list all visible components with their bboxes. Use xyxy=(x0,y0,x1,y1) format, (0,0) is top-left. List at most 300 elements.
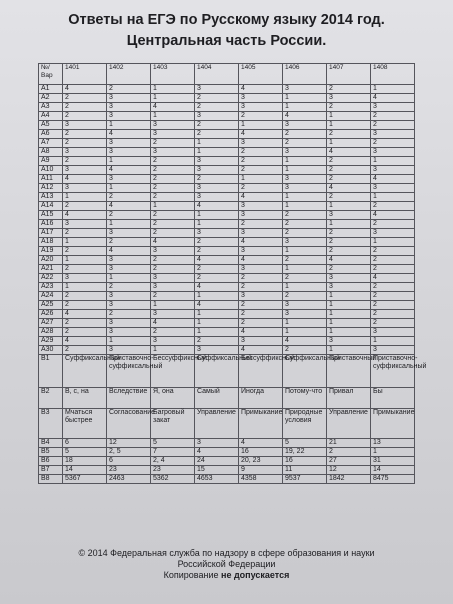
table-cell: 2 xyxy=(327,265,371,274)
table-cell: 3 xyxy=(107,103,151,112)
table-cell: 2 xyxy=(63,292,107,301)
table-cell: 5 xyxy=(283,439,327,448)
footer-copy-prefix: Копирование xyxy=(163,570,219,580)
table-cell: 2 xyxy=(151,328,195,337)
table-cell: Потому-что xyxy=(283,388,327,409)
table-cell: 3 xyxy=(283,184,327,193)
table-cell: 3 xyxy=(239,202,283,211)
table-row xyxy=(39,229,415,238)
table-cell: 2 xyxy=(151,193,195,202)
table-cell: 2 xyxy=(195,337,239,346)
table-cell: 2, 4 xyxy=(151,457,195,466)
table-cell: 2 xyxy=(195,121,239,130)
table-cell: 2 xyxy=(327,166,371,175)
row-label: A16 xyxy=(39,220,63,229)
table-cell: 12 xyxy=(327,466,371,475)
row-label: A27 xyxy=(39,319,63,328)
table-cell: 3 xyxy=(239,139,283,148)
table-cell: 4 xyxy=(151,103,195,112)
table-cell: 2 xyxy=(371,319,415,328)
table-cell: 2 xyxy=(239,301,283,310)
table-cell: 3 xyxy=(327,211,371,220)
table-cell: 2463 xyxy=(107,475,151,484)
table-cell: 3 xyxy=(63,148,107,157)
table-cell: 3 xyxy=(195,166,239,175)
table-cell: 3 xyxy=(151,121,195,130)
row-label: A26 xyxy=(39,310,63,319)
table-cell: 3 xyxy=(327,94,371,103)
table-row xyxy=(39,466,415,475)
table-cell: Приставочный xyxy=(327,355,371,388)
table-row xyxy=(39,211,415,220)
table-cell: 16 xyxy=(283,457,327,466)
table-cell: Согласование xyxy=(107,409,151,439)
table-cell: 2 xyxy=(151,139,195,148)
table-cell: 3 xyxy=(283,175,327,184)
table-cell: 3 xyxy=(107,139,151,148)
table-cell: 3 xyxy=(63,121,107,130)
table-cell: 2 xyxy=(371,283,415,292)
table-cell: 2 xyxy=(239,148,283,157)
footer-line-2: Российской Федерации xyxy=(177,559,276,569)
table-cell: 2 xyxy=(63,112,107,121)
table-cell: Природные условия xyxy=(283,409,327,439)
table-cell: Примыкание xyxy=(239,409,283,439)
table-cell: 2 xyxy=(283,211,327,220)
row-label: B6 xyxy=(39,457,63,466)
table-cell: 12 xyxy=(107,439,151,448)
table-cell: 2 xyxy=(239,220,283,229)
table-cell: 1 xyxy=(371,337,415,346)
row-label: B2 xyxy=(39,388,63,409)
row-label: A23 xyxy=(39,283,63,292)
table-cell: 2 xyxy=(327,238,371,247)
copyright-footer xyxy=(0,548,453,581)
table-cell: 1 xyxy=(195,211,239,220)
table-cell: 23 xyxy=(151,466,195,475)
table-cell: 3 xyxy=(195,112,239,121)
table-cell: 2 xyxy=(283,274,327,283)
table-cell: 3 xyxy=(327,274,371,283)
table-row xyxy=(39,292,415,301)
table-cell: 4 xyxy=(283,337,327,346)
table-cell: 2 xyxy=(239,157,283,166)
table-cell: 1 xyxy=(283,94,327,103)
table-cell: 2 xyxy=(151,211,195,220)
row-label: A17 xyxy=(39,229,63,238)
table-cell: 31 xyxy=(371,457,415,466)
table-cell: 1 xyxy=(283,166,327,175)
table-cell: 1 xyxy=(327,139,371,148)
table-cell: 2 xyxy=(327,448,371,457)
row-label: A5 xyxy=(39,121,63,130)
table-cell: 2 xyxy=(327,157,371,166)
table-cell: 6 xyxy=(63,439,107,448)
row-label: A24 xyxy=(39,292,63,301)
table-cell: 1 xyxy=(151,112,195,121)
table-cell: 2 xyxy=(195,274,239,283)
row-label: A8 xyxy=(39,148,63,157)
table-cell: 2 xyxy=(151,265,195,274)
column-header: 1402 xyxy=(107,64,151,85)
table-cell: 1 xyxy=(371,193,415,202)
table-cell: 2 xyxy=(371,220,415,229)
table-cell: 3 xyxy=(371,103,415,112)
table-cell: 1 xyxy=(107,121,151,130)
table-cell: 3 xyxy=(283,85,327,94)
table-cell: 3 xyxy=(107,319,151,328)
table-cell: 3 xyxy=(107,301,151,310)
table-cell: 2 xyxy=(283,130,327,139)
table-cell: 2 xyxy=(327,247,371,256)
table-cell: 2 xyxy=(63,94,107,103)
table-cell: 4 xyxy=(239,256,283,265)
table-row xyxy=(39,148,415,157)
table-cell: 2, 5 xyxy=(107,448,151,457)
column-header: 1405 xyxy=(239,64,283,85)
table-cell: 2 xyxy=(239,274,283,283)
table-cell: 4 xyxy=(239,346,283,355)
table-cell: 3 xyxy=(151,148,195,157)
table-cell: 2 xyxy=(151,256,195,265)
table-cell: 1 xyxy=(283,265,327,274)
table-cell: 2 xyxy=(283,229,327,238)
table-cell: 2 xyxy=(327,193,371,202)
table-cell: 4 xyxy=(195,301,239,310)
table-cell: 1 xyxy=(239,121,283,130)
table-cell: 4 xyxy=(371,274,415,283)
table-cell: 1 xyxy=(195,310,239,319)
table-row xyxy=(39,247,415,256)
table-cell: 3 xyxy=(371,184,415,193)
table-cell: 15 xyxy=(195,466,239,475)
row-label: B7 xyxy=(39,466,63,475)
table-cell: 9 xyxy=(239,466,283,475)
table-cell: Суффиксальный xyxy=(63,355,107,388)
table-cell: 2 xyxy=(371,301,415,310)
row-label: A11 xyxy=(39,175,63,184)
table-cell: 1 xyxy=(371,85,415,94)
row-label: B4 xyxy=(39,439,63,448)
table-cell: 1 xyxy=(107,184,151,193)
row-label: A25 xyxy=(39,301,63,310)
row-label: A9 xyxy=(39,157,63,166)
table-cell: 1 xyxy=(107,220,151,229)
header-variant-label: №/ Вар xyxy=(39,64,63,85)
row-label: A20 xyxy=(39,256,63,265)
table-cell: 3 xyxy=(327,337,371,346)
table-cell: 5362 xyxy=(151,475,195,484)
table-cell: 4 xyxy=(239,85,283,94)
table-cell: 2 xyxy=(63,319,107,328)
table-cell: 4 xyxy=(107,130,151,139)
table-cell: 1 xyxy=(371,157,415,166)
table-row xyxy=(39,130,415,139)
table-cell: 4 xyxy=(371,211,415,220)
row-label: A19 xyxy=(39,247,63,256)
table-cell: 3 xyxy=(107,328,151,337)
table-row xyxy=(39,139,415,148)
table-cell: 2 xyxy=(239,310,283,319)
table-cell: 1 xyxy=(63,238,107,247)
table-cell: 2 xyxy=(195,265,239,274)
table-cell: 2 xyxy=(195,238,239,247)
table-cell: 4 xyxy=(195,202,239,211)
table-cell: 2 xyxy=(63,265,107,274)
table-cell: 2 xyxy=(371,265,415,274)
table-cell: Иногда xyxy=(239,388,283,409)
table-cell: 20, 23 xyxy=(239,457,283,466)
table-cell: 21 xyxy=(327,439,371,448)
table-cell: 2 xyxy=(195,103,239,112)
table-cell: 2 xyxy=(327,175,371,184)
column-header: 1407 xyxy=(327,64,371,85)
table-cell: 1 xyxy=(283,319,327,328)
table-cell: 1 xyxy=(327,112,371,121)
table-cell: 2 xyxy=(283,220,327,229)
table-cell: 4653 xyxy=(195,475,239,484)
table-cell: 2 xyxy=(63,202,107,211)
table-cell: 3 xyxy=(283,310,327,319)
table-cell: Привал xyxy=(327,388,371,409)
table-cell: 3 xyxy=(195,229,239,238)
table-cell: 2 xyxy=(107,310,151,319)
table-row xyxy=(39,346,415,355)
table-cell: Бессуффиксный xyxy=(239,355,283,388)
table-cell: 3 xyxy=(107,94,151,103)
table-cell: 2 xyxy=(239,283,283,292)
table-cell: Бессуффиксный xyxy=(151,355,195,388)
table-cell: 2 xyxy=(283,292,327,301)
answers-table xyxy=(38,63,427,484)
table-cell: 1 xyxy=(195,148,239,157)
table-cell: 1 xyxy=(283,283,327,292)
footer-line-1: © 2014 Федеральная служба по надзору в сфере образования и науки xyxy=(78,548,375,558)
table-cell: 4 xyxy=(239,439,283,448)
table-row xyxy=(39,256,415,265)
table-cell: 2 xyxy=(327,85,371,94)
row-label: A18 xyxy=(39,238,63,247)
table-cell: 1 xyxy=(283,193,327,202)
table-cell: 2 xyxy=(151,229,195,238)
row-label: A14 xyxy=(39,202,63,211)
table-cell: 2 xyxy=(283,139,327,148)
table-cell: 3 xyxy=(63,220,107,229)
table-cell: 3 xyxy=(239,211,283,220)
table-cell: 3 xyxy=(107,175,151,184)
table-cell: 2 xyxy=(151,157,195,166)
table-cell: Бы xyxy=(371,388,415,409)
table-cell: 4 xyxy=(107,202,151,211)
table-cell: 4 xyxy=(371,175,415,184)
table-cell: 1 xyxy=(283,202,327,211)
table-cell: 1 xyxy=(327,346,371,355)
table-cell: 2 xyxy=(107,238,151,247)
table-cell: 1 xyxy=(195,319,239,328)
table-cell: 3 xyxy=(371,148,415,157)
table-cell: 2 xyxy=(107,211,151,220)
table-cell: 2 xyxy=(63,157,107,166)
table-cell: Приставочно-суффиксальный xyxy=(371,355,415,388)
column-header: 1401 xyxy=(63,64,107,85)
table-cell: 2 xyxy=(63,247,107,256)
table-cell: 4 xyxy=(239,130,283,139)
table-cell: 2 xyxy=(371,202,415,211)
table-cell: 1 xyxy=(327,319,371,328)
table-row xyxy=(39,310,415,319)
table-row xyxy=(39,448,415,457)
table-cell: 3 xyxy=(151,337,195,346)
table-row xyxy=(39,328,415,337)
table-row xyxy=(39,184,415,193)
table-cell: 2 xyxy=(283,346,327,355)
table-cell: 1 xyxy=(327,301,371,310)
table-cell: 3 xyxy=(239,292,283,301)
row-label: A3 xyxy=(39,103,63,112)
table-cell: 8475 xyxy=(371,475,415,484)
table-cell: 3 xyxy=(195,157,239,166)
table-cell: 2 xyxy=(107,283,151,292)
table-cell: 2 xyxy=(371,292,415,301)
table-cell: 7 xyxy=(151,448,195,457)
table-cell: 4 xyxy=(195,448,239,457)
table-cell: 3 xyxy=(239,265,283,274)
table-cell: 2 xyxy=(63,139,107,148)
table-cell: 3 xyxy=(371,328,415,337)
table-row xyxy=(39,457,415,466)
table-cell: 2 xyxy=(371,121,415,130)
table-cell: 2 xyxy=(63,328,107,337)
table-cell: 3 xyxy=(63,184,107,193)
table-cell: 3 xyxy=(107,292,151,301)
row-label: A30 xyxy=(39,346,63,355)
table-row xyxy=(39,85,415,94)
table-cell: 1842 xyxy=(327,475,371,484)
table-cell: 18 xyxy=(63,457,107,466)
table-cell: 1 xyxy=(151,301,195,310)
table-cell: Управление xyxy=(327,409,371,439)
table-cell: 3 xyxy=(107,148,151,157)
table-cell: 3 xyxy=(371,130,415,139)
table-cell: 1 xyxy=(107,274,151,283)
table-cell: 2 xyxy=(195,175,239,184)
table-cell: 2 xyxy=(195,247,239,256)
table-cell: 2 xyxy=(63,229,107,238)
row-label: A1 xyxy=(39,85,63,94)
page-title xyxy=(0,10,453,52)
table-cell: 1 xyxy=(327,328,371,337)
table-cell: Примыкание xyxy=(371,409,415,439)
table-row xyxy=(39,439,415,448)
table-cell: Я, она xyxy=(151,388,195,409)
table-cell: 1 xyxy=(195,328,239,337)
table-row xyxy=(39,274,415,283)
table-cell: 1 xyxy=(151,94,195,103)
table-header-row xyxy=(39,64,415,85)
column-header: 1408 xyxy=(371,64,415,85)
table-cell: 24 xyxy=(195,457,239,466)
row-label: B5 xyxy=(39,448,63,457)
column-header: 1404 xyxy=(195,64,239,85)
table-cell: 4 xyxy=(239,328,283,337)
table-cell: 1 xyxy=(239,175,283,184)
table-cell: 2 xyxy=(239,166,283,175)
row-label: A29 xyxy=(39,337,63,346)
table-cell: 2 xyxy=(151,292,195,301)
table-row xyxy=(39,388,415,409)
table-cell: 4 xyxy=(239,238,283,247)
table-cell: 2 xyxy=(63,346,107,355)
table-cell: Суффиксальный xyxy=(283,355,327,388)
table-row xyxy=(39,175,415,184)
table-cell: 2 xyxy=(371,139,415,148)
table-cell: 4 xyxy=(151,238,195,247)
table-cell: 3 xyxy=(239,247,283,256)
table-cell: 2 xyxy=(63,301,107,310)
table-cell: 16 xyxy=(239,448,283,457)
table-cell: 1 xyxy=(371,448,415,457)
table-cell: 2 xyxy=(63,130,107,139)
row-label: A21 xyxy=(39,265,63,274)
footer-line-3 xyxy=(0,570,453,581)
table-row xyxy=(39,409,415,439)
table-cell: 3 xyxy=(151,283,195,292)
table-cell: 3 xyxy=(151,247,195,256)
table-cell: 2 xyxy=(327,130,371,139)
table-cell: 2 xyxy=(283,256,327,265)
table-cell: 3 xyxy=(195,184,239,193)
table-row xyxy=(39,238,415,247)
table-row xyxy=(39,193,415,202)
table-cell: 1 xyxy=(151,85,195,94)
table-cell: 14 xyxy=(63,466,107,475)
table-cell: 3 xyxy=(63,274,107,283)
table-cell: 4 xyxy=(63,310,107,319)
table-cell: 4 xyxy=(239,193,283,202)
table-cell: 4 xyxy=(63,211,107,220)
table-cell: 2 xyxy=(151,166,195,175)
row-label: A12 xyxy=(39,184,63,193)
table-cell: 14 xyxy=(371,466,415,475)
table-cell: 2 xyxy=(151,175,195,184)
table-cell: 1 xyxy=(283,103,327,112)
table-cell: 2 xyxy=(195,130,239,139)
table-cell: 1 xyxy=(63,256,107,265)
table-cell: 1 xyxy=(195,292,239,301)
row-label: A4 xyxy=(39,112,63,121)
table-cell: 4358 xyxy=(239,475,283,484)
table-cell: 1 xyxy=(327,220,371,229)
table-cell: 3 xyxy=(107,346,151,355)
table-cell: 3 xyxy=(239,94,283,103)
column-header: 1406 xyxy=(283,64,327,85)
table-cell: 27 xyxy=(327,457,371,466)
table-cell: 1 xyxy=(107,157,151,166)
table-cell: 2 xyxy=(195,94,239,103)
table-row xyxy=(39,475,415,484)
table-cell: 3 xyxy=(107,265,151,274)
table-cell: 3 xyxy=(107,256,151,265)
row-label: A6 xyxy=(39,130,63,139)
table-row xyxy=(39,103,415,112)
table-row xyxy=(39,283,415,292)
table-cell: 4 xyxy=(63,175,107,184)
title-line-1: Ответы на ЕГЭ по Русскому языку 2014 год. xyxy=(68,12,385,28)
table-cell: 1 xyxy=(63,193,107,202)
table-cell: 2 xyxy=(63,103,107,112)
table-cell: 2 xyxy=(327,229,371,238)
table-cell: 3 xyxy=(63,166,107,175)
